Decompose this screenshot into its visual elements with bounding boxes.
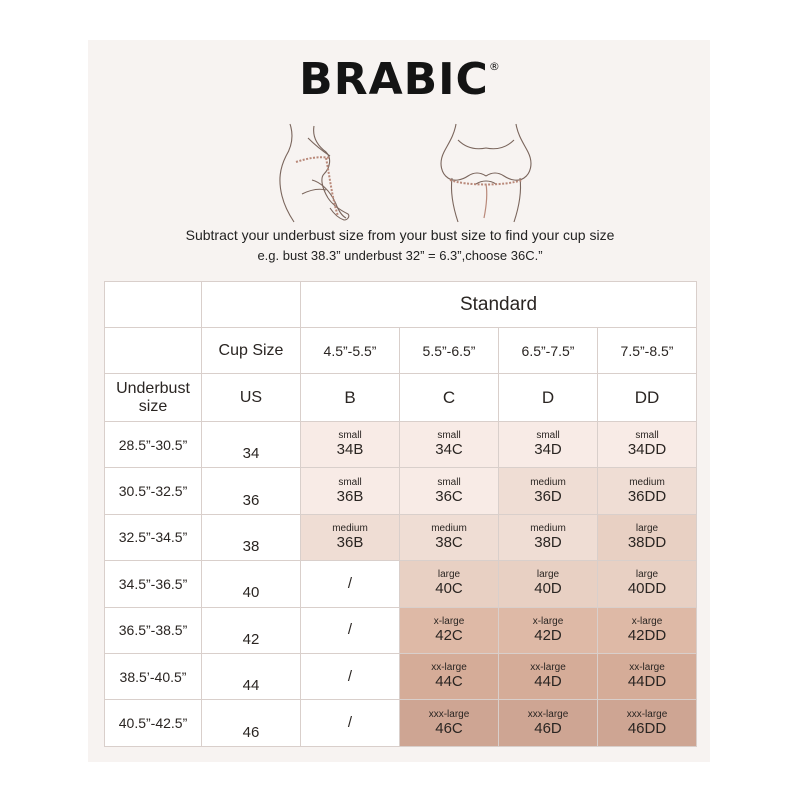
size-value: 46D <box>534 719 562 737</box>
instruction-example: e.g. bust 38.3” underbust 32” = 6.3”,choose 36C.” <box>257 248 543 263</box>
size-cell <box>598 514 697 560</box>
size-cell <box>301 514 400 560</box>
size-rows <box>105 422 697 747</box>
size-cell <box>400 468 499 514</box>
size-tier-label: xx-large <box>530 662 566 674</box>
size-cell <box>301 607 400 653</box>
cup-letter-c: C <box>400 374 499 422</box>
size-cell <box>598 422 697 468</box>
size-cell <box>301 561 400 607</box>
size-cell <box>400 700 499 746</box>
us-band-cell: 44 <box>202 653 301 699</box>
us-band-cell: 46 <box>202 700 301 746</box>
size-value: 36C <box>435 487 463 505</box>
table-row <box>105 514 697 560</box>
cup-letter-b: B <box>301 374 400 422</box>
not-available-mark: / <box>347 667 353 685</box>
size-value: 34DD <box>627 441 667 459</box>
size-cell <box>499 468 598 514</box>
size-value: 40C <box>435 580 463 598</box>
size-value: 40DD <box>627 580 667 598</box>
size-cell <box>301 700 400 746</box>
size-tier-label: small <box>437 430 461 442</box>
size-cell <box>598 607 697 653</box>
measure-bust-figure <box>268 118 368 223</box>
cup-letter-d: D <box>499 374 598 422</box>
size-value: 44C <box>435 673 463 691</box>
size-tier-label: small <box>338 476 362 488</box>
size-value: 46DD <box>627 719 667 737</box>
table-row <box>105 422 697 468</box>
table-row <box>105 653 697 699</box>
size-cell <box>400 514 499 560</box>
size-chart-table <box>104 281 697 747</box>
underbust-range-cell: 38.5’-40.5” <box>105 653 202 699</box>
size-value: 46C <box>435 719 463 737</box>
size-value: 34D <box>534 441 562 459</box>
size-cell <box>499 561 598 607</box>
cup-letter-dd: DD <box>598 374 697 422</box>
size-tier-label: xxx-large <box>428 708 470 720</box>
size-tier-label: medium <box>431 522 467 534</box>
us-band-cell: 40 <box>202 561 301 607</box>
us-band-cell: 42 <box>202 607 301 653</box>
underbust-range-cell: 32.5”-34.5” <box>105 514 202 560</box>
size-cell <box>301 422 400 468</box>
size-value: 36B <box>336 533 364 551</box>
table-row <box>105 561 697 607</box>
size-tier-label: xxx-large <box>626 708 668 720</box>
us-header: US <box>202 374 301 422</box>
empty-corner-cell <box>105 328 202 374</box>
underbust-header: Underbust size <box>105 374 202 422</box>
size-cell <box>499 422 598 468</box>
header-row-ranges <box>105 328 697 374</box>
size-cell <box>400 653 499 699</box>
size-tier-label: medium <box>629 476 665 488</box>
size-cell <box>499 700 598 746</box>
size-tier-label: large <box>635 569 659 581</box>
size-cell <box>400 422 499 468</box>
size-tier-label: medium <box>530 476 566 488</box>
size-tier-label: medium <box>332 522 368 534</box>
not-available-mark: / <box>347 574 353 592</box>
size-value: 42C <box>435 626 463 644</box>
size-tier-label: small <box>437 476 461 488</box>
size-cell <box>598 561 697 607</box>
size-value: 44DD <box>627 673 667 691</box>
size-tier-label: xx-large <box>629 662 665 674</box>
size-tier-label: large <box>437 569 461 581</box>
size-value: 38D <box>534 533 562 551</box>
size-tier-label: xx-large <box>431 662 467 674</box>
underbust-range-cell: 30.5”-32.5” <box>105 468 202 514</box>
size-cell <box>499 653 598 699</box>
us-band-cell: 38 <box>202 514 301 560</box>
size-cell <box>301 468 400 514</box>
underbust-range-cell: 28.5”-30.5” <box>105 422 202 468</box>
instruction-text: Subtract your underbust size from your bust size to find your cup size <box>185 227 615 243</box>
size-tier-label: small <box>635 430 659 442</box>
size-cell <box>499 607 598 653</box>
underbust-range-cell: 36.5”-38.5” <box>105 607 202 653</box>
brand-logo: BRABIC® <box>299 54 501 105</box>
size-cell <box>499 514 598 560</box>
us-band-cell: 34 <box>202 422 301 468</box>
size-cell <box>400 561 499 607</box>
us-band-cell: 36 <box>202 468 301 514</box>
underbust-range-cell: 40.5”-42.5” <box>105 700 202 746</box>
size-value: 36DD <box>627 487 667 505</box>
size-cell <box>400 607 499 653</box>
table-row <box>105 607 697 653</box>
empty-corner-cell <box>105 282 202 328</box>
size-value: 44D <box>534 673 562 691</box>
size-tier-label: small <box>338 430 362 442</box>
cup-range-b: 4.5”-5.5” <box>301 328 400 374</box>
cup-range-d: 6.5”-7.5” <box>499 328 598 374</box>
size-value: 40D <box>534 580 562 598</box>
size-tier-label: large <box>635 522 659 534</box>
table-row <box>105 700 697 746</box>
size-tier-label: medium <box>530 522 566 534</box>
table-row <box>105 468 697 514</box>
size-cell <box>301 653 400 699</box>
not-available-mark: / <box>347 714 353 732</box>
size-value: 38DD <box>627 533 667 551</box>
size-value: 36B <box>336 487 364 505</box>
empty-corner-cell <box>202 282 301 328</box>
size-value: 38C <box>435 533 463 551</box>
cup-range-dd: 7.5”-8.5” <box>598 328 697 374</box>
standard-header: Standard <box>301 282 697 328</box>
size-tier-label: small <box>536 430 560 442</box>
size-tier-label: xxx-large <box>527 708 569 720</box>
measure-underbust-figure <box>436 118 536 223</box>
size-value: 36D <box>534 487 562 505</box>
size-tier-label: large <box>536 569 560 581</box>
size-value: 34B <box>336 441 364 459</box>
header-row-standard <box>105 282 697 328</box>
size-tier-label: x-large <box>433 615 465 627</box>
cup-size-header: Cup Size <box>202 328 301 374</box>
size-cell <box>598 700 697 746</box>
size-cell <box>598 653 697 699</box>
size-tier-label: x-large <box>532 615 564 627</box>
size-value: 42DD <box>627 626 667 644</box>
size-value: 34C <box>435 441 463 459</box>
not-available-mark: / <box>347 621 353 639</box>
header-row-letters <box>105 374 697 422</box>
size-cell <box>598 468 697 514</box>
cup-range-c: 5.5”-6.5” <box>400 328 499 374</box>
size-value: 42D <box>534 626 562 644</box>
size-tier-label: x-large <box>631 615 663 627</box>
underbust-range-cell: 34.5”-36.5” <box>105 561 202 607</box>
